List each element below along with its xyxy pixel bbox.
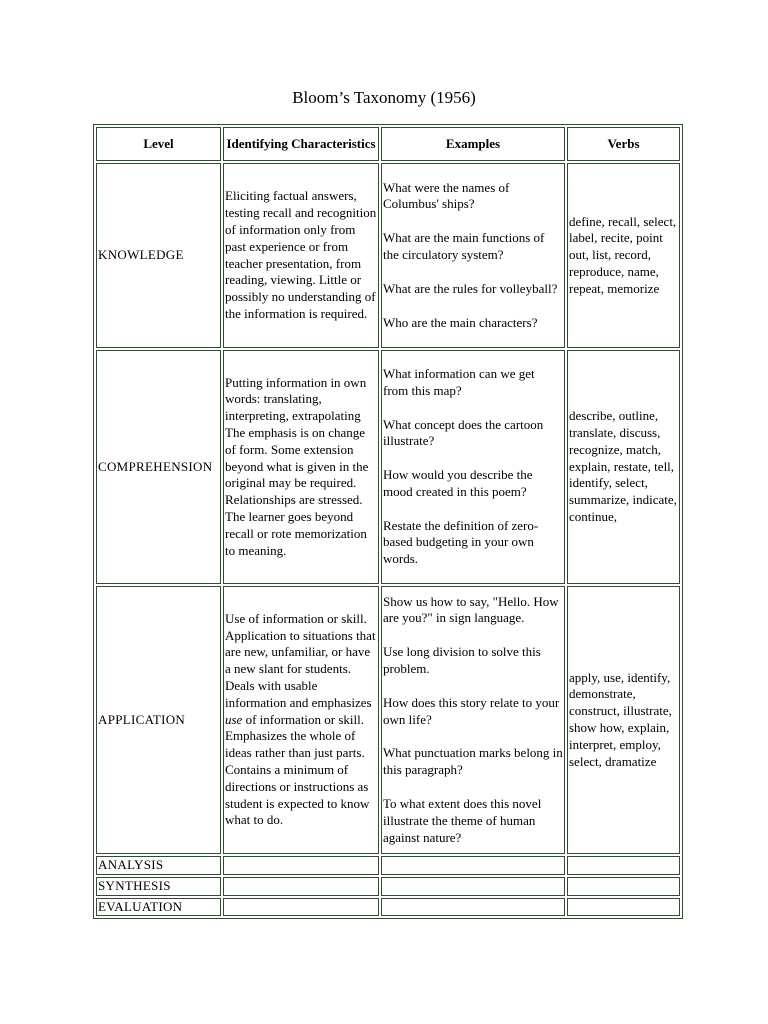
example-question: Who are the main characters? — [383, 314, 538, 330]
example-question: Show us how to say, "Hello. How are you?" in sign language. — [383, 593, 559, 626]
table-row — [96, 877, 680, 896]
examples-cell — [381, 856, 565, 875]
example-question: What are the rules for volleyball? — [383, 280, 558, 296]
table-row — [96, 350, 680, 584]
characteristics-text: Use of information or skill. Application to situations that are new, unfamiliar, or have a new slant for students. Deals with usable information and emphasizes — [225, 610, 376, 710]
examples-cell — [381, 350, 565, 584]
table-row — [96, 856, 680, 875]
example-question: What are the main functions of the circulatory system? — [383, 230, 545, 262]
example-question: To what extent does this novel illustrate the theme of human against nature? — [383, 795, 542, 845]
examples-cell — [381, 877, 565, 896]
verbs-cell: apply, use, identify, demonstrate, construct, illustrate, show how, explain, interpret, employ, select, dramatize — [567, 586, 680, 854]
verbs-cell — [567, 877, 680, 896]
examples-cell — [381, 586, 565, 854]
header-examples: Examples — [381, 127, 565, 161]
verbs-cell — [567, 856, 680, 875]
characteristics-cell — [223, 856, 379, 875]
example-question: What concept does the cartoon illustrate? — [383, 416, 544, 449]
level-cell: ANALYSIS — [96, 856, 221, 875]
header-characteristics: Identifying Characteristics — [223, 127, 379, 161]
level-cell: SYNTHESIS — [96, 877, 221, 896]
verbs-cell — [567, 898, 680, 917]
table-row — [96, 586, 680, 854]
example-question: Use long division to solve this problem. — [383, 644, 541, 676]
characteristics-cell: Eliciting factual answers, testing recall and recognition of information only from past experience or from teacher presentation, from reading, viewing. Little or possibly no understanding of the information is required. — [223, 163, 379, 348]
table-row — [96, 163, 680, 348]
example-question: What punctuation marks belong in this paragraph? — [383, 745, 563, 778]
characteristics-text: of information or skill. Emphasizes the whole of ideas rather than just parts. Contains a minimum of directions or instructions as student is expected to know what to do. — [225, 711, 370, 828]
header-row — [96, 127, 680, 161]
header-verbs: Verbs — [567, 127, 680, 161]
header-level: Level — [96, 127, 221, 161]
verbs-cell: define, recall, select, label, recite, point out, list, record, reproduce, name, repeat, memorize — [567, 163, 680, 348]
level-cell: KNOWLEDGE — [96, 163, 221, 348]
level-cell: COMPREHENSION — [96, 350, 221, 584]
characteristics-cell: Putting information in own words: translating, interpreting, extrapolating The emphasis is on change of form. Some extension beyond what is given in the original may be required. Relationships are stressed. The learner goes beyond recall or rote memorization to meaning. — [223, 350, 379, 584]
example-question: How would you describe the mood created in this poem? — [383, 467, 533, 499]
level-cell: APPLICATION — [96, 586, 221, 854]
example-question: How does this story relate to your own life? — [383, 694, 560, 727]
examples-cell — [381, 163, 565, 348]
characteristics-cell — [223, 586, 379, 854]
examples-cell — [381, 898, 565, 917]
table-row — [96, 898, 680, 917]
page-title: Bloom’s Taxonomy (1956) — [292, 88, 476, 107]
example-question: What information can we get from this map? — [383, 365, 535, 398]
example-question: What were the names of Columbus' ships? — [383, 179, 510, 212]
characteristics-cell — [223, 898, 379, 917]
level-cell: EVALUATION — [96, 898, 221, 917]
taxonomy-table — [93, 124, 683, 919]
emphasis-text: use — [225, 711, 243, 727]
verbs-cell: describe, outline, translate, discuss, recognize, match, explain, restate, tell, identify, select, summarize, indicate, continue, — [567, 350, 680, 584]
example-question: Restate the definition of zero-based budgeting in your own words. — [383, 517, 539, 567]
characteristics-cell — [223, 877, 379, 896]
